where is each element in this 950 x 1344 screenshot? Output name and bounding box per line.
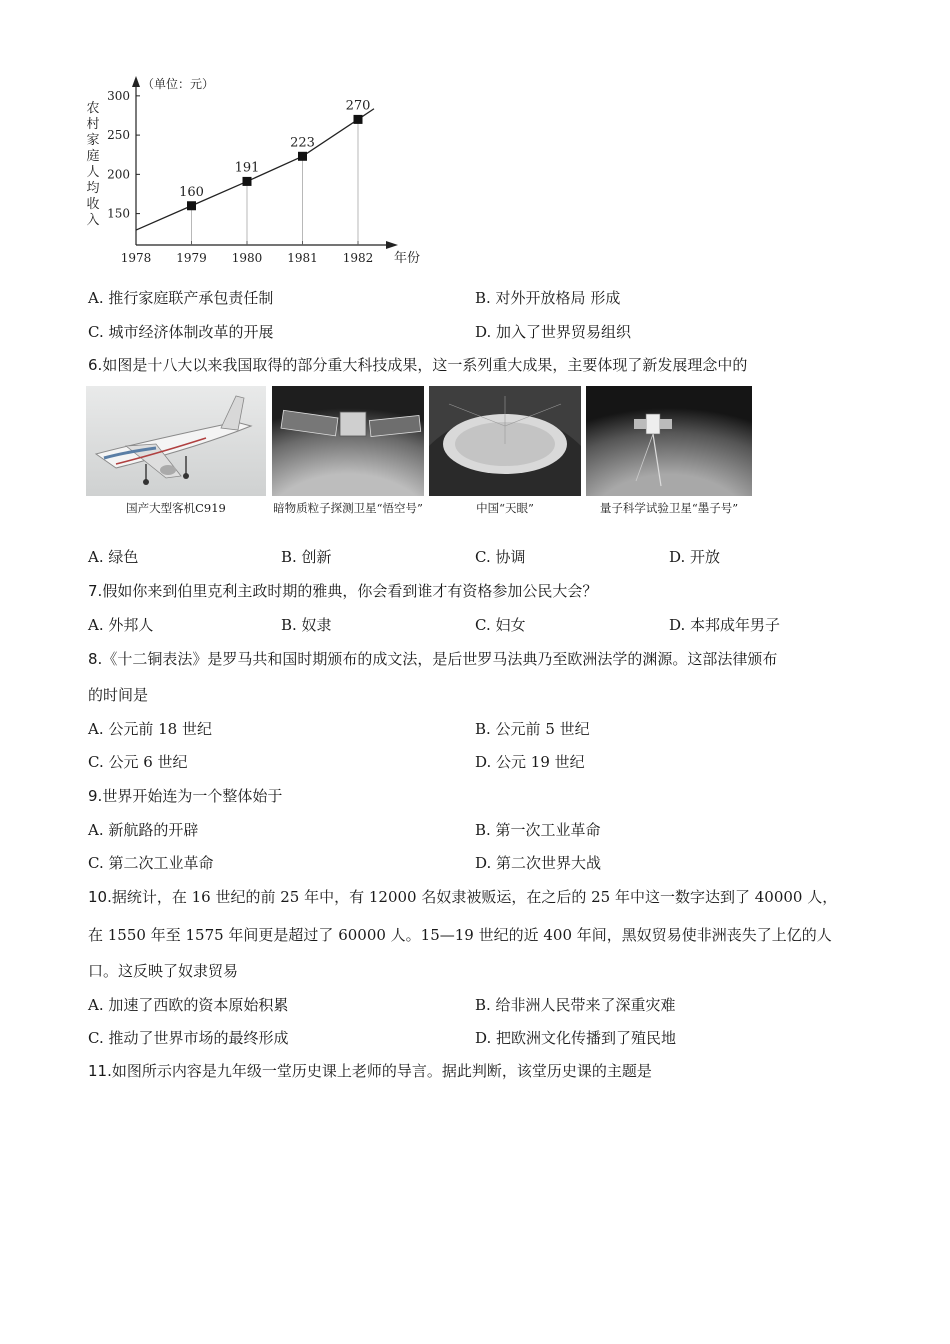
q10-stem-line1 [88,887,837,907]
q5-option-c[interactable]: C. 城市经济体制改革的开展 [88,323,274,341]
q6-option-c[interactable]: C. 协调 [475,548,526,566]
data-label: 191 [234,160,260,176]
q8-stem-line1 [88,649,777,669]
q10-stem-line2: 在 1550 年至 1575 年间更是超过了 60000 人。15—19 世纪的近 400 年间，黑奴贸易使非洲丧失了上亿的人 [88,926,832,944]
q10-option-d[interactable]: D. 把欧洲文化传播到了殖民地 [475,1029,677,1047]
data-label: 160 [179,184,204,200]
q10-text-1: 据统计，在 16 世纪的前 25 年中，有 12000 名奴隶被贩运，在之后的 25 年中这一数字达到了 40000 人， [111,888,838,906]
q8-option-c[interactable]: C. 公元 6 世纪 [88,753,188,771]
y-axis-label-char: 入 [86,213,100,228]
q6-option-a[interactable]: A. 绿色 [88,548,139,566]
q5-option-b[interactable]: B. 对外开放格局 形成 [475,289,621,307]
data-label: 270 [345,98,371,114]
x-tick-label: 1980 [231,251,263,265]
y-axis-label-char: 均 [86,181,100,196]
wukong-satellite-image [272,386,424,496]
y-tick-label: 250 [107,128,130,143]
q10-option-a[interactable]: A. 加速了西欧的资本原始积累 [88,996,289,1014]
q6-number: 6. [88,356,103,374]
y-axis-label-char: 庭 [86,149,100,164]
q7-option-a[interactable]: A. 外邦人 [88,616,154,634]
y-tick-label: 200 [107,167,130,182]
data-point-marker [298,152,307,161]
q8-text-1: 《十二铜表法》是罗马共和国时期颁布的成文法，是后世罗马法典乃至欧洲法学的渊源。这部法律颁布 [102,650,778,668]
q9-number: 9. [88,787,103,805]
micius-satellite-image [586,386,752,496]
q9-stem [88,786,282,806]
y-axis-label-char: 人 [86,165,100,180]
q7-option-d[interactable]: D. 本邦成年男子 [669,616,781,634]
caption-wukong: 暗物质粒子探测卫星“悟空号” [273,501,423,515]
c919-aircraft-image [86,386,266,496]
q8-option-b[interactable]: B. 公元前 5 世纪 [475,720,590,738]
q7-option-c[interactable]: C. 妇女 [475,616,526,634]
q10-option-b[interactable]: B. 给非洲人民带来了深重灾难 [475,996,676,1014]
q7-stem [88,581,597,601]
data-point-marker [187,201,196,210]
q10-option-c[interactable]: C. 推动了世界市场的最终形成 [88,1029,289,1047]
q8-option-a[interactable]: A. 公元前 18 世纪 [88,720,212,738]
q9-option-d[interactable]: D. 第二次世界大战 [475,854,602,872]
q8-number: 8. [88,650,103,668]
q5-option-a[interactable]: A. 推行家庭联产承包责任制 [88,289,274,307]
x-tick-label: 1982 [342,251,374,265]
caption-fast: 中国“天眼” [476,501,534,515]
data-point-marker [354,115,363,124]
data-label: 223 [290,135,315,151]
q9-option-b[interactable]: B. 第一次工业革命 [475,821,601,839]
q10-number: 10. [88,888,112,906]
fast-telescope-image [429,386,581,496]
q11-text: 如图所示内容是九年级一堂历史课上老师的导言。据此判断，该堂历史课的主题是 [111,1062,652,1080]
x-tick-label: 1981 [287,251,318,265]
caption-c919: 国产大型客机C919 [126,501,226,515]
q9-option-c[interactable]: C. 第二次工业革命 [88,854,214,872]
x-tick-label: 1978 [120,251,152,265]
q8-option-d[interactable]: D. 公元 19 世纪 [475,753,585,771]
q7-text: 假如你来到伯里克利主政时期的雅典，你会看到谁才有资格参加公民大会？ [102,582,598,600]
y-tick-label: 150 [107,206,130,221]
y-axis-label-char: 收 [86,197,100,212]
q10-stem-line3: 口。这反映了奴隶贸易 [88,962,239,980]
q11-stem [88,1061,652,1081]
q6-option-b[interactable]: B. 创新 [281,548,332,566]
y-axis-label-char: 村 [86,117,100,132]
q6-stem [88,355,747,375]
income-line-chart [80,68,440,273]
q7-option-b[interactable]: B. 奴隶 [281,616,332,634]
y-tick-label: 300 [107,88,130,103]
data-point-marker [243,177,252,186]
y-axis-label-char: 农 [86,101,100,116]
q7-number: 7. [88,582,103,600]
y-axis-arrow [132,76,140,87]
q11-number: 11. [88,1062,112,1080]
q9-option-a[interactable]: A. 新航路的开辟 [88,821,199,839]
caption-micius: 量子科学试验卫星“墨子号” [599,501,739,515]
x-axis-label: 年份 [393,251,421,266]
q6-text: 如图是十八大以来我国取得的部分重大科技成果，这一系列重大成果，主要体现了新发展理念中的 [102,356,748,374]
x-axis-arrow [386,241,398,249]
q9-text: 世界开始连为一个整体始于 [102,787,283,805]
y-axis-label-char: 家 [86,133,100,148]
q5-option-d[interactable]: D. 加入了世界贸易组织 [475,323,632,341]
unit-label: （单位：元） [142,77,215,91]
x-tick-label: 1979 [176,251,207,265]
q8-stem-line2: 的时间是 [88,686,149,704]
q6-option-d[interactable]: D. 开放 [669,548,721,566]
